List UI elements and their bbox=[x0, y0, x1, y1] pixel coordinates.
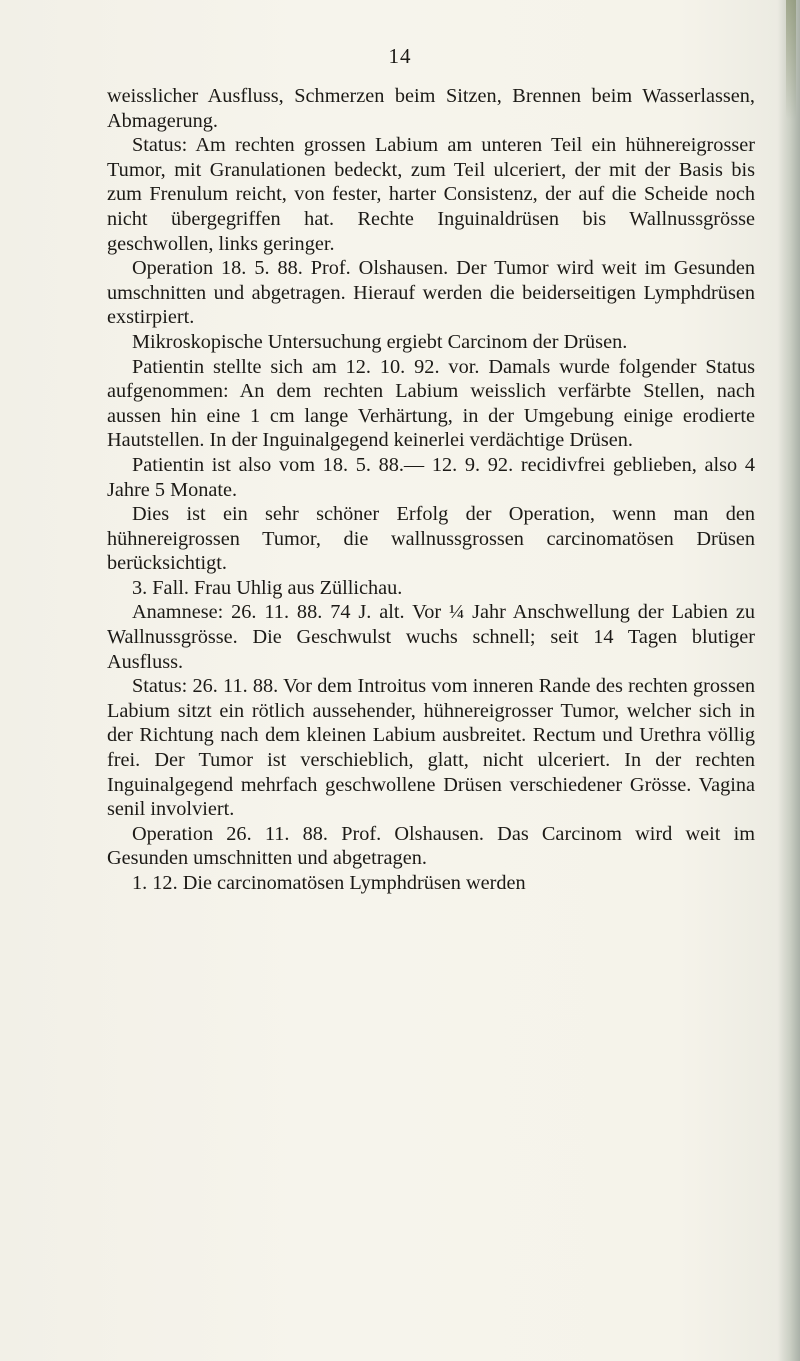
paragraph-follow-up: Patientin stellte sich am 12. 10. 92. vor. Damals wurde folgender Status aufgenommen: An dem rechten Labium weisslich verfärbte Stellen, nach aussen hin eine 1 cm lange Verhärtung, in der Umgebung einige erodierte Hautstellen. In der Inguinalgegend keinerlei verdächtige Drüsen. bbox=[107, 355, 755, 452]
page-edge-shadow bbox=[778, 0, 800, 1361]
paragraph-operation: Operation 18. 5. 88. Prof. Olshausen. Der Tumor wird weit im Gesunden umschnitten und abgetragen. Hierauf werden die beiderseitigen Lymphdrüsen exstirpiert. bbox=[107, 257, 755, 329]
paragraph-anamnesis: Anamnese: 26. 11. 88. 74 J. alt. Vor ¼ Jahr Anschwellung der Labien zu Wallnussgrösse. Die Geschwulst wuchs schnell; seit 14 Tagen blutiger Ausfluss. bbox=[107, 601, 755, 673]
body-text bbox=[107, 84, 755, 896]
paragraph-microscopy: Mikroskopische Untersuchung ergiebt Carcinom der Drüsen. bbox=[132, 330, 628, 353]
paragraph-status-case3: Status: 26. 11. 88. Vor dem Introitus vom inneren Rande des rechten grossen Labium sitzt ein rötlich aussehender, hühnereigrosser Tumor, welcher sich in der Richtung nach dem kleinen Labium ausbreitet. Rectum und Urethra völlig frei. Der Tumor ist verschieblich, glatt, nicht ulceriert. In der rechten Inguinalgegend mehrfach geschwollene Drüsen verschiedener Grösse. Vagina senil involviert. bbox=[107, 675, 755, 821]
paragraph-operation-case3: Operation 26. 11. 88. Prof. Olshausen. Das Carcinom wird weit im Gesunden umschnitten und abgetragen. bbox=[107, 822, 755, 870]
paragraph-continuation: weisslicher Ausfluss, Schmerzen beim Sitzen, Brennen beim Wasserlassen, Abmagerung. bbox=[107, 85, 755, 132]
paragraph-status: Status: Am rechten grossen Labium am unteren Teil ein hühnereigrosser Tumor, mit Granulationen bedeckt, zum Teil ulceriert, der mit der Basis bis zum Frenulum reicht, von fester, harter Consistenz, der auf die Scheide noch nicht übergegriffen hat. Rechte Inguinaldrüsen bis Wallnussgrösse geschwollen, links geringer. bbox=[107, 134, 755, 255]
paragraph-assessment: Dies ist ein sehr schöner Erfolg der Operation, wenn man den hühnereigrossen Tumor, die wallnussgrossen carcinomatösen Drüsen berücksichtigt. bbox=[107, 503, 755, 575]
paragraph-lymph-nodes: 1. 12. Die carcinomatösen Lymphdrüsen werden bbox=[132, 872, 526, 894]
paragraph-recurrence-free: Patientin ist also vom 18. 5. 88.— 12. 9. 92. recidivfrei geblieben, also 4 Jahre 5 Monate. bbox=[107, 453, 755, 501]
paragraph-case-heading: 3. Fall. Frau Uhlig aus Züllichau. bbox=[132, 576, 403, 599]
page-number: 14 bbox=[388, 44, 412, 68]
